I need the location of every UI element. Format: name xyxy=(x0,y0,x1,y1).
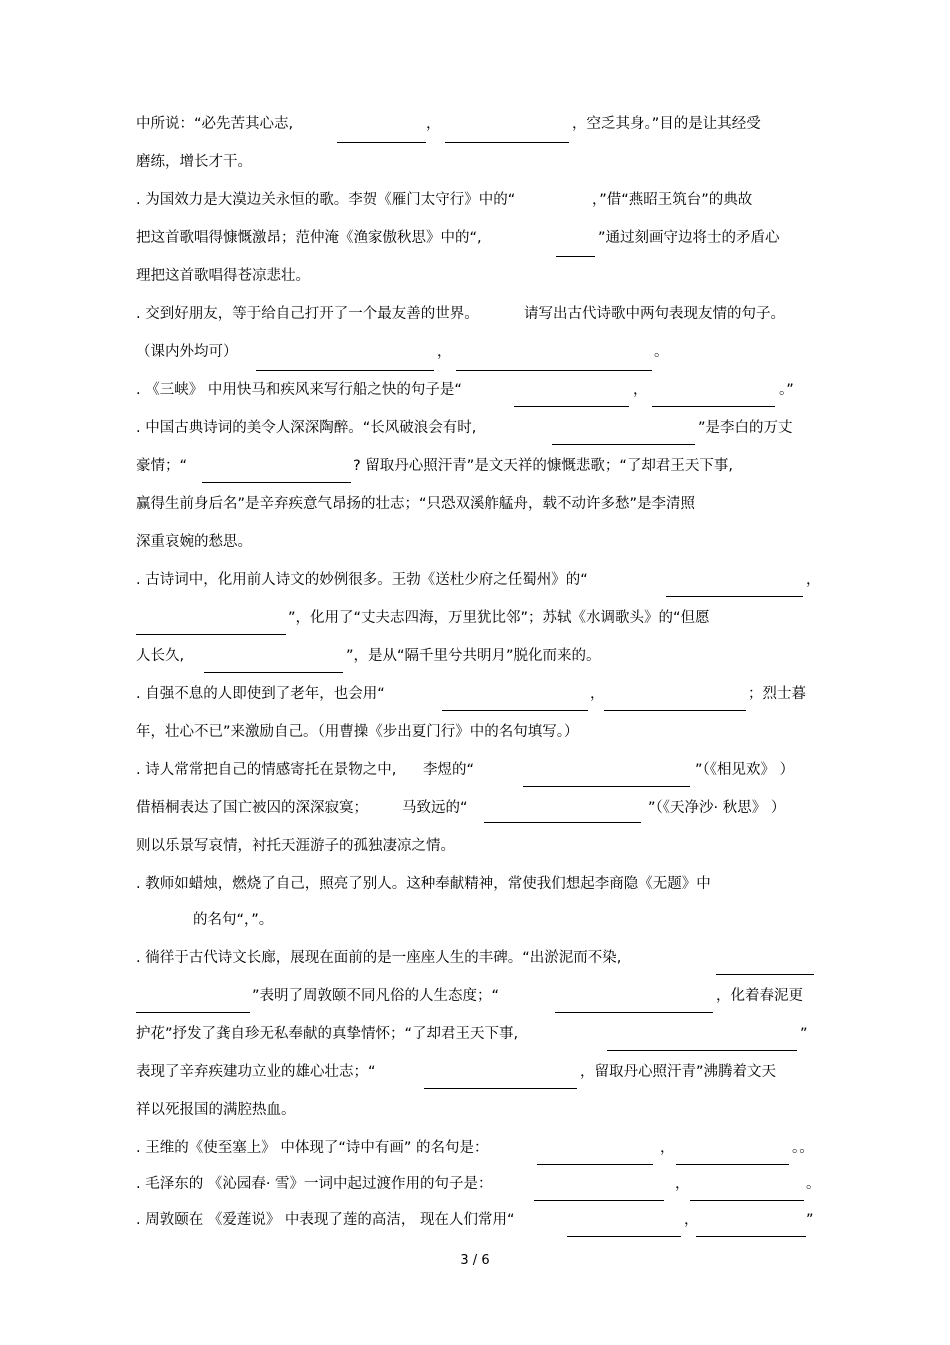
text-line: ；烈士暮 xyxy=(748,686,806,702)
text-line: ”是李白的万丈 xyxy=(698,420,793,436)
text-line: ， xyxy=(633,382,648,398)
text-line: ” xyxy=(800,1026,808,1042)
text-line: 。 xyxy=(806,1176,821,1192)
text-line: 借梧桐表达了国亡被囚的深深寂寞； xyxy=(136,800,368,816)
text-line: 请写出古代诗歌中两句表现友情的句子。 xyxy=(524,306,785,322)
answer-blank[interactable] xyxy=(716,974,814,975)
answer-blank[interactable] xyxy=(696,1236,806,1237)
text-line: ， xyxy=(806,572,821,588)
page-number: 3 / 6 xyxy=(460,1253,490,1268)
answer-blank[interactable] xyxy=(652,406,775,407)
answer-blank[interactable] xyxy=(537,1164,653,1165)
text-line: . 诗人常常把自己的情感寄托在景物之中, xyxy=(136,762,397,778)
answer-blank[interactable] xyxy=(204,672,343,673)
answer-blank[interactable] xyxy=(666,596,803,597)
text-line: . 自强不息的人即使到了老年，也会用“ xyxy=(136,686,385,702)
answer-blank[interactable] xyxy=(604,710,746,711)
answer-blank[interactable] xyxy=(552,444,695,445)
text-line: 年，壮心不已”来激励自己。（用曹操《步出夏门行》中的名句填写。） xyxy=(136,724,579,740)
answer-blank[interactable] xyxy=(136,1012,250,1013)
text-line: 李煜的“ xyxy=(423,762,475,778)
text-line: . 为国效力是大漠边关永恒的歌。李贺《雁门太守行》中的“ xyxy=(136,192,516,208)
text-line: 表现了辛弃疾建功立业的雄心壮志；“ xyxy=(136,1064,376,1080)
text-line: 则以乐景写哀情，衬托天涯游子的孤独凄凉之情。 xyxy=(136,838,455,854)
answer-blank[interactable] xyxy=(607,1050,797,1051)
text-line: ，”借“燕昭王筑台”的典故 xyxy=(592,192,753,208)
text-line: ，留取丹心照汗青”沸腾着文天 xyxy=(580,1064,777,1080)
answer-blank[interactable] xyxy=(534,1200,664,1201)
text-line: ”（《相见欢》 ） xyxy=(695,762,795,778)
text-line: . 王维的《使至塞上》 中体现了“诗中有画” 的名句是： xyxy=(136,1140,489,1156)
answer-blank[interactable] xyxy=(567,1236,681,1237)
text-line: . 徜徉于古代诗文长廊，展现在面前的是一座座人生的丰碑。“出淤泥而不染, xyxy=(136,950,622,966)
text-line: 磨练，增长才干。 xyxy=(136,154,252,170)
text-line: 中所说：“必先苦其心志, xyxy=(136,116,294,132)
text-line: 深重哀婉的愁思。 xyxy=(136,534,252,550)
answer-blank[interactable] xyxy=(202,482,351,483)
text-line: . 交到好朋友，等于给自己打开了一个最友善的世界。 xyxy=(136,306,479,322)
text-line: 赢得生前身后名”是辛弃疾意气昂扬的壮志；“只恐双溪舴艋舟，载不动许多愁”是李清照 xyxy=(136,496,696,512)
text-line: 。 xyxy=(654,344,669,360)
answer-blank[interactable] xyxy=(676,1164,789,1165)
text-line: 豪情；“ xyxy=(136,458,188,474)
answer-blank[interactable] xyxy=(690,1200,804,1201)
text-line: ? 留取丹心照汗青”是文天祥的慷慨悲歌；“了却君王天下事, xyxy=(353,458,733,474)
text-line: ， xyxy=(426,116,441,132)
text-line: 把这首歌唱得慷慨激昂；范仲淹《渔家傲秋思》中的“, xyxy=(136,230,482,246)
text-line: ”通过刻画守边将士的矛盾心 xyxy=(598,230,780,246)
text-line: ， xyxy=(437,344,452,360)
text-line: 。” xyxy=(779,382,794,398)
answer-blank[interactable] xyxy=(337,142,426,143)
answer-blank[interactable] xyxy=(514,406,629,407)
text-line: （课内外均可） xyxy=(136,344,238,360)
text-line: 的名句“，”。 xyxy=(193,912,274,928)
text-line: ，化着春泥更 xyxy=(716,988,803,1004)
text-line: . 中国古典诗词的美令人深深陶醉。“长风破浪会有时, xyxy=(136,420,477,436)
answer-blank[interactable] xyxy=(484,822,641,823)
answer-blank[interactable] xyxy=(424,1088,577,1089)
text-line: ”，化用了“丈夫志四海，万里犹比邻”；苏轼《水调歌头》的“但愿 xyxy=(288,610,710,626)
answer-blank[interactable] xyxy=(442,710,588,711)
text-line: ， xyxy=(684,1212,699,1228)
text-line: ， xyxy=(660,1140,675,1156)
text-line: ”表明了周敦颐不同凡俗的人生态度；“ xyxy=(252,988,500,1004)
text-line: 。。 xyxy=(792,1140,814,1156)
text-line: . 《三峡》 中用快马和疾风来写行船之快的句子是“ xyxy=(136,382,462,398)
answer-blank[interactable] xyxy=(523,786,690,787)
text-line: ，空乏其身。”目的是让其经受 xyxy=(572,116,761,132)
text-line: 护花”抒发了龚自珍无私奉献的真挚情怀；“了却君王天下事, xyxy=(136,1026,519,1042)
text-line: ” xyxy=(806,1212,814,1228)
text-line: 马致远的“ xyxy=(402,800,468,816)
text-line: ， xyxy=(590,686,605,702)
text-line: ， xyxy=(675,1176,690,1192)
text-line: . 古诗词中，化用前人诗文的妙例很多。王勃《送杜少府之任蜀州》的“ xyxy=(136,572,588,588)
answer-blank[interactable] xyxy=(136,634,286,635)
text-line: . 毛泽东的 《沁园春· 雪》一词中起过渡作用的句子是： xyxy=(136,1176,493,1192)
text-line: 人长久, xyxy=(136,648,185,664)
text-line: 理把这首歌唱得苍凉悲壮。 xyxy=(136,268,310,284)
answer-blank[interactable] xyxy=(445,142,569,143)
text-line: ”（《天净沙· 秋思》 ） xyxy=(648,800,786,816)
text-line: ”，是从“隔千里兮共明月”脱化而来的。 xyxy=(346,648,601,664)
text-line: . 教师如蜡烛，燃烧了自己，照亮了别人。这种奉献精神，常使我们想起李商隐《无题》中 xyxy=(136,876,711,892)
answer-blank[interactable] xyxy=(456,370,652,371)
answer-blank[interactable] xyxy=(555,1012,713,1013)
answer-blank[interactable] xyxy=(556,256,595,257)
text-line: 祥以死报国的满腔热血。 xyxy=(136,1102,296,1118)
answer-blank[interactable] xyxy=(256,370,434,371)
text-line: . 周敦颐在 《爱莲说》 中表现了莲的高洁， 现在人们常用“ xyxy=(136,1212,515,1228)
